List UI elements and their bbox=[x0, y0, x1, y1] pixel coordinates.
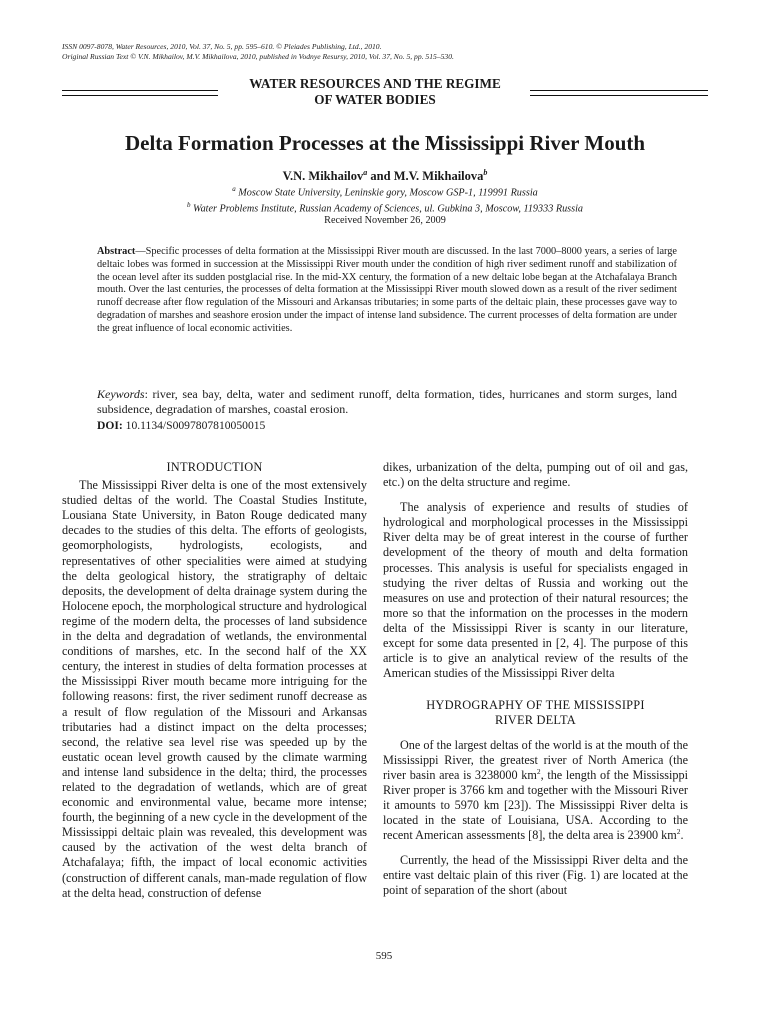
keywords-label: Keywords bbox=[97, 387, 145, 401]
author-2: M.V. Mikhailova bbox=[393, 169, 484, 184]
authors-and: and bbox=[367, 169, 394, 184]
section-title: WATER RESOURCES AND THE REGIME OF WATER BODIES bbox=[249, 76, 501, 107]
left-column bbox=[62, 460, 367, 901]
introduction-paragraph-1-continued: dikes, urbanization of the delta, pumping out of oil and gas, etc.) on the delta structure and regime. bbox=[383, 460, 688, 490]
abstract-text: —Specific processes of delta formation at the Mississippi River mouth are discussed. In the last 7000–8000 years, a series of large deltaic lobes was formed in succession at the Mississippi River mouth under the condition of high river sediment runoff and stabilization of the ocean level after its sudden postglacial rise. In the mid-XX century, the formation of a new deltaic lobe began at the Atchafalaya Branch mouth. Over the last centuries, the processes of delta formation at the Mississippi River mouth slowed down as a result of the river sediment runoff decrease after flow regulation of the Missouri and Arkansas tributaries; in some parts of the deltaic plain, these processes gave way to degradation of marshes and seashore erosion under the impact of intense land subsidence. The current processes of delta formation are under the great influence of local economic activities. bbox=[97, 246, 677, 334]
doi-label: DOI: bbox=[97, 419, 123, 432]
doi bbox=[97, 419, 677, 433]
introduction-paragraph-1: The Mississippi River delta is one of the most extensively studied deltas of the world. The Coastal Studies Institute, Lousiana State University, in Baton Rouge dedicated many decades to the studies of this delta. The efforts of geologists, geomorphologists, hydrologists, ecologists, and representatives of other specialities were aimed at studying the delta geological history, the stratigraphy of deltaic deposits, the development of delta drainage system during the Holocene epoch, the morphological structure and hydrological regime of the modern delta, the processes of land subsidence in the delta and degradation of wetlands, the environmental conditions of marshes, etc. In the second half of the XX century, the interest in studies of delta formation processes at the Mississippi River mouth became more intriguing for the following reasons: first, the river sediment runoff decrease as a result of flow regulation of the Missouri and Arkansas tributaries had a distinct impact on the delta processes; second, the relative sea level rise was speeded up by the eustatic ocean level growth caused by the climate warming and intense land subsidence in the delta; third, the processes related to the degradation of wetlands, which are of great economic and environmental value, became more intense; fourth, the beginning of a new cycle in the development of the Mississippi deltaic plain was revealed, this development was caused by the activation of the west delta branch of Atchafalaya; fifth, the impact of local economic activities (construction of different canals, man-made regulation of flow at the delta head, construction of defense bbox=[62, 478, 367, 900]
affiliation-b: $^b$ Water Problems Institute, Russian Academy of Sciences, ul. Gubkina 3, Moscow, 119333 Russia bbox=[186, 201, 584, 215]
author-1-affil-mark: a bbox=[363, 168, 368, 177]
left-rule-thick bbox=[62, 90, 218, 91]
affiliation-a: $^a$ Moscow State University, Leninskie gory, Moscow GSP-1, 119991 Russia bbox=[232, 185, 538, 199]
received-date: Received November 26, 2009 bbox=[324, 215, 446, 226]
publication-meta bbox=[62, 42, 702, 62]
left-rule-thin bbox=[62, 95, 218, 96]
hydrography-heading: HYDROGRAPHY OF THE MISSISSIPPI RIVER DELTA bbox=[426, 698, 645, 728]
authors bbox=[62, 165, 708, 184]
hydrography-paragraph-1: One of the largest deltas of the world is at the mouth of the Mississippi River, the greatest river of North America (the river basin area is 3238000 $km^2$, the length of the Mississippi River proper is 3766 km and together with the Missouri River it amounts to 5970 km [23]). The Mississippi River delta is located in the state of Louisiana, USA. According to the recent American assessments [8], the delta area is 23900 $km^2$. bbox=[383, 737, 688, 843]
right-column bbox=[383, 460, 688, 898]
introduction-heading: INTRODUCTION bbox=[166, 460, 263, 474]
keywords-text: : river, sea bay, delta, water and sediment runoff, delta formation, tides, hurricanes and storm surges, land subsidence, degradation of marshes, coastal erosion. bbox=[97, 387, 677, 416]
meta-line-1: ISSN 0097-8078, Water Resources, 2010, Vol. 37, No. 5, pp. 595–610. © Pleiades Publishing, Ltd., 2010. bbox=[62, 42, 382, 51]
paper-title: Delta Formation Processes at the Mississippi River Mouth bbox=[124, 131, 646, 155]
hydrography-paragraph-2: Currently, the head of the Mississippi River delta and the entire vast deltaic plain of this river (Fig. 1) are located at the point of separation of the short (about bbox=[383, 853, 688, 898]
section-heading bbox=[62, 76, 708, 108]
right-rule-thin bbox=[530, 95, 708, 96]
keywords bbox=[97, 387, 677, 417]
author-2-affil-mark: b bbox=[483, 168, 488, 177]
doi-value: 10.1134/S0097807810050015 bbox=[122, 419, 266, 432]
author-1: V.N. Mikhailov bbox=[282, 169, 364, 184]
abstract-label: Abstract bbox=[97, 246, 136, 257]
abstract bbox=[97, 246, 677, 336]
page-number: 595 bbox=[375, 950, 393, 962]
meta-line-2: Original Russian Text © V.N. Mikhailov, M.V. Mikhailova, 2010, published in Vodnye Resursy, 2010, Vol. 37, No. 5, pp. 515–530. bbox=[62, 52, 454, 61]
right-rule-thick bbox=[530, 90, 708, 91]
introduction-paragraph-2: The analysis of experience and results of studies of hydrological and morphological processes in the Mississippi River delta may be of great interest in the course of further development of the theory of mouth and delta formation processes. This analysis is useful for specialists engaged in studying the river deltas of Russia and working out the measures on use and protection of their natural resources; the more so that the information on the processes in the modern delta of the Mississippi River is scanty in our literature, except for some data presented in [2, 4]. The purpose of this article is to give an analytical review of the results of the American studies of the Mississippi River delta bbox=[383, 500, 688, 681]
